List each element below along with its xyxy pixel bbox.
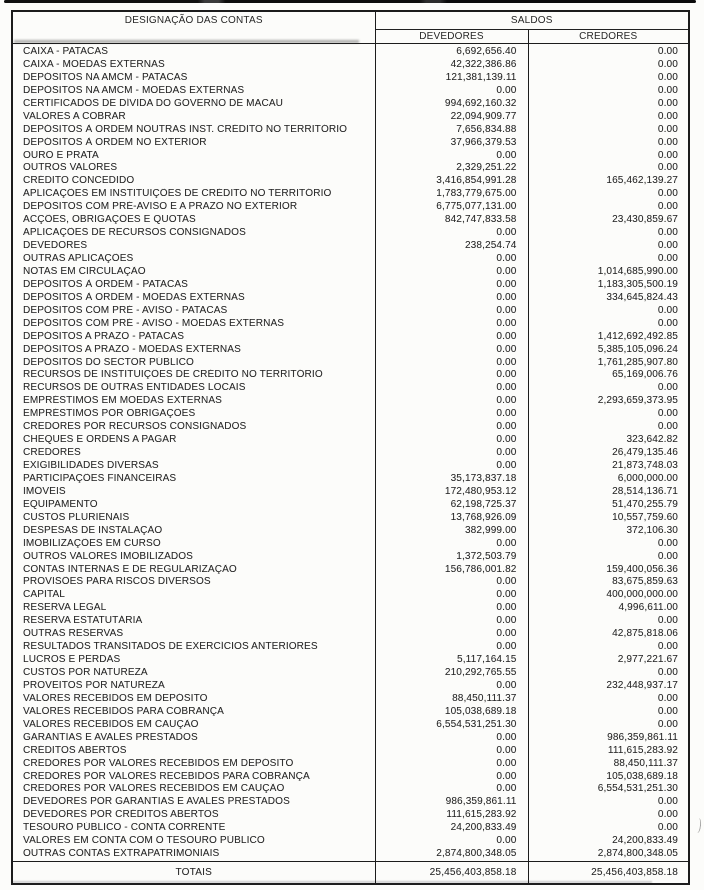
- table-row: [12, 318, 689, 331]
- devedores-value: 0.00: [375, 150, 528, 163]
- credores-value: 0.00: [657, 188, 678, 200]
- account-label: VALORES RECEBIDOS PARA COBRANÇA: [12, 706, 375, 719]
- account-label: DEPÓSITOS COM PRÉ - AVISO - MOEDAS EXTERNAS: [12, 318, 375, 331]
- account-label: CAPITAL: [12, 589, 375, 602]
- devedores-value: 0.00: [375, 641, 528, 654]
- account-label: CREDORES: [12, 447, 375, 460]
- account-label: DEVEDORES POR GARANTIAS E AVALES PRESTADOS: [12, 796, 375, 809]
- table-row: [12, 628, 689, 641]
- credores-value: 0.00: [657, 667, 678, 679]
- table-row: [12, 745, 689, 758]
- table-row: [12, 253, 689, 266]
- credores-value: 21,873,748.03: [612, 460, 678, 472]
- account-label: CREDORES POR VALORES RECEBIDOS EM CAUÇÃO: [12, 783, 375, 796]
- table-row: [12, 680, 689, 693]
- account-label: DEPÓSITOS NA AMCM - PATACAS: [12, 72, 375, 85]
- devedores-value: 0.00: [375, 344, 528, 357]
- credores-value: 159,400,056.36: [606, 563, 678, 575]
- account-label: LUCROS E PERDAS: [12, 654, 375, 667]
- devedores-value: 1,372,503.79: [375, 551, 528, 564]
- account-label: OUTRAS APLICAÇÕES: [12, 253, 375, 266]
- credores-value: 0.00: [657, 421, 678, 433]
- credores-value: 0.00: [657, 136, 678, 148]
- account-label: DESPESAS DE INSTALAÇÃO: [12, 525, 375, 538]
- devedores-value: 0.00: [375, 460, 528, 473]
- devedores-value: 0.00: [375, 783, 528, 796]
- credores-value: 0.00: [657, 537, 678, 549]
- credores-value: 0.00: [657, 58, 678, 70]
- devedores-value: 0.00: [375, 745, 528, 758]
- credores-value: 0.00: [657, 615, 678, 627]
- account-label: DEPÓSITOS À ORDEM NOUTRAS INST. CRÉDITO NO TERRITÓRIO: [12, 124, 375, 137]
- devedores-value: 382,999.00: [375, 525, 528, 538]
- table-row: [12, 434, 689, 447]
- account-label: EQUIPAMENTO: [12, 499, 375, 512]
- credores-value: 0.00: [657, 692, 678, 704]
- credores-value: 105,038,689.18: [606, 770, 678, 782]
- table-row: [12, 98, 689, 111]
- table-row: [12, 408, 689, 421]
- credores-value: 0.00: [657, 550, 678, 562]
- table-row: [12, 201, 689, 214]
- credores-value: 0.00: [657, 97, 678, 109]
- account-label: VALORES A COBRAR: [12, 111, 375, 124]
- credores-value: 0.00: [657, 201, 678, 213]
- devedores-value: 5,117,164.15: [375, 654, 528, 667]
- table-row: [12, 292, 689, 305]
- credores-value: 334,645,824.43: [606, 291, 678, 303]
- account-label: DEPÓSITOS A PRAZO - MOEDAS EXTERNAS: [12, 344, 375, 357]
- account-label: EMPRÉSTIMOS EM MOEDAS EXTERNAS: [12, 395, 375, 408]
- devedores-value: 986,359,861.11: [375, 796, 528, 809]
- account-label: APLICAÇÕES EM INSTITUIÇÕES DE CRÉDITO NO TERRITÓRIO: [12, 188, 375, 201]
- account-label: VALORES RECEBIDOS EM CAUÇÃO: [12, 719, 375, 732]
- table-row: [12, 551, 689, 564]
- devedores-value: 22,094,909.77: [375, 111, 528, 124]
- table-row: [12, 357, 689, 370]
- account-label: IMOBILIZAÇÕES EM CURSO: [12, 538, 375, 551]
- table-row: [12, 72, 689, 85]
- devedores-value: 0.00: [375, 382, 528, 395]
- devedores-value: 121,381,139.11: [375, 72, 528, 85]
- account-label: EXIGIBILIDADES DIVERSAS: [12, 460, 375, 473]
- table-row: [12, 240, 689, 253]
- devedores-value: 0.00: [375, 589, 528, 602]
- account-label: CUSTOS PLURIENAIS: [12, 512, 375, 525]
- credores-value: 88,450,111.37: [613, 757, 678, 769]
- devedores-value: 0.00: [375, 318, 528, 331]
- credores-value: 232,448,937.17: [606, 679, 678, 691]
- table-row: [12, 266, 689, 279]
- table-row: [12, 473, 689, 486]
- devedores-value: 0.00: [375, 628, 528, 641]
- devedores-value: 0.00: [375, 85, 528, 98]
- credores-value: 0.00: [657, 149, 678, 161]
- devedores-value: 6,554,531,251.30: [375, 719, 528, 732]
- account-label: DEVEDORES POR CRÉDITOS ABERTOS: [12, 809, 375, 822]
- devedores-value: 88,450,111.37: [375, 693, 528, 706]
- table-row: [12, 214, 689, 227]
- table-row: [12, 719, 689, 732]
- credores-value: 23,430,859.67: [612, 214, 678, 226]
- table-row: [12, 227, 689, 240]
- account-label: RECURSOS DE INSTITUIÇÕES DE CRÉDITO NO TERRITÓRIO: [12, 369, 375, 382]
- account-label: CREDORES POR VALORES RECEBIDOS PARA COBRANÇA: [12, 771, 375, 784]
- table-row: [12, 538, 689, 551]
- account-label: OURO E PRATA: [12, 150, 375, 163]
- table-row: [12, 137, 689, 150]
- saldos-header: SALDOS: [375, 11, 689, 30]
- account-label: RESERVA ESTATUTÁRIA: [12, 615, 375, 628]
- table-row: [12, 162, 689, 175]
- credores-value: 0.00: [657, 408, 678, 420]
- account-label: CRÉDITOS ABERTOS: [12, 745, 375, 758]
- devedores-value: 0.00: [375, 357, 528, 370]
- devedores-value: 24,200,833.49: [375, 822, 528, 835]
- devedores-value: 842,747,833.58: [375, 214, 528, 227]
- account-label: DEPÓSITOS NA AMCM - MOEDAS EXTERNAS: [12, 85, 375, 98]
- devedores-value: 2,329,251.22: [375, 162, 528, 175]
- credores-value: 0.00: [657, 253, 678, 265]
- account-label: RESULTADOS TRANSITADOS DE EXERCÍCIOS ANTERIORES: [12, 641, 375, 654]
- devedores-value: 0.00: [375, 771, 528, 784]
- credores-value: 5,385,105,096.24: [597, 343, 678, 355]
- table-row: [12, 44, 689, 59]
- credores-value: 28,514,136.71: [612, 485, 678, 497]
- devedores-value: 7,656,834.88: [375, 124, 528, 137]
- devedores-value: 0.00: [375, 602, 528, 615]
- credores-value: 24,200,833.49: [612, 835, 678, 847]
- credores-value: 0.00: [657, 46, 678, 58]
- account-label: OUTRAS CONTAS EXTRAPATRIMONIAIS: [12, 848, 375, 861]
- credores-value: 372,106.30: [626, 524, 678, 536]
- devedores-value: 2,874,800,348.05: [375, 848, 528, 861]
- table-row: [12, 382, 689, 395]
- account-label: DEPÓSITOS À ORDEM - PATACAS: [12, 279, 375, 292]
- table-row: [12, 395, 689, 408]
- devedores-value: 111,615,283.92: [375, 809, 528, 822]
- devedores-value: 0.00: [375, 292, 528, 305]
- credores-value: 1,412,692,492.85: [597, 330, 678, 342]
- devedores-value: 0.00: [375, 758, 528, 771]
- account-label: OUTROS VALORES IMOBILIZADOS: [12, 551, 375, 564]
- table-row: [12, 279, 689, 292]
- table-row: [12, 848, 689, 861]
- account-label: IMÓVEIS: [12, 486, 375, 499]
- devedores-value: 6,775,077,131.00: [375, 201, 528, 214]
- credores-value: 0.00: [657, 718, 678, 730]
- table-row: [12, 641, 689, 654]
- devedores-value: 0.00: [375, 434, 528, 447]
- credores-value: 10,557,759.60: [612, 511, 678, 523]
- account-label: NOTAS EM CIRCULAÇÃO: [12, 266, 375, 279]
- credores-value: 165,462,139.27: [606, 175, 678, 187]
- devedores-value: 13,768,926.09: [375, 512, 528, 525]
- credores-value: 986,359,861.11: [607, 731, 678, 743]
- credores-value: 2,977,221.67: [617, 654, 678, 666]
- table-row: [12, 85, 689, 98]
- credores-column-header: CREDORES: [528, 30, 689, 44]
- account-label: DEVEDORES: [12, 240, 375, 253]
- table-row: [12, 525, 689, 538]
- table-row: [12, 188, 689, 201]
- credores-value: 0.00: [657, 71, 678, 83]
- account-label: PROVISÕES PARA RISCOS DIVERSOS: [12, 576, 375, 589]
- devedores-value: 42,322,386.86: [375, 59, 528, 72]
- totals-row: [12, 862, 689, 885]
- credores-value: 0.00: [657, 240, 678, 252]
- account-label: RESERVA LEGAL: [12, 602, 375, 615]
- account-label: PROVEITOS POR NATUREZA: [12, 680, 375, 693]
- account-label: APLICAÇÕES DE RECURSOS CONSIGNADOS: [12, 227, 375, 240]
- devedores-value: 105,038,689.18: [375, 706, 528, 719]
- devedores-value: 3,416,854,991.28: [375, 175, 528, 188]
- credores-value: 0.00: [657, 227, 678, 239]
- table-row: [12, 150, 689, 163]
- devedores-value: 0.00: [375, 408, 528, 421]
- credores-value: 0.00: [657, 705, 678, 717]
- accounts-table-body: [12, 44, 689, 862]
- account-label: DEPÓSITOS DO SECTOR PÚBLICO: [12, 357, 375, 370]
- table-row: [12, 654, 689, 667]
- devedores-value: 0.00: [375, 421, 528, 434]
- devedores-value: 0.00: [375, 835, 528, 848]
- table-row: [12, 576, 689, 589]
- table-row: [12, 796, 689, 809]
- devedores-value: 0.00: [375, 576, 528, 589]
- devedores-value: 0.00: [375, 305, 528, 318]
- table-row: [12, 331, 689, 344]
- credores-value: 1,183,305,500.19: [597, 278, 678, 290]
- devedores-value: 172,480,953.12: [375, 486, 528, 499]
- credores-value: 0.00: [657, 809, 678, 821]
- table-row: [12, 486, 689, 499]
- account-label: DEPÓSITOS A PRAZO - PATACAS: [12, 331, 375, 344]
- credores-value: 6,000,000.00: [617, 472, 678, 484]
- table-row: [12, 111, 689, 124]
- table-row: [12, 732, 689, 745]
- credores-value: 83,675,859.63: [612, 576, 678, 588]
- credores-value: 111,615,283.92: [607, 744, 678, 756]
- credores-value: 4,996,611.00: [618, 602, 678, 614]
- table-row: [12, 512, 689, 525]
- table-row: [12, 344, 689, 357]
- table-row: [12, 175, 689, 188]
- devedores-value: 0.00: [375, 227, 528, 240]
- designation-header: DESIGNAÇÃO DAS CONTAS: [12, 11, 375, 44]
- account-label: CREDORES POR VALORES RECEBIDOS EM DEPÓSITO: [12, 758, 375, 771]
- account-label: OUTROS VALORES: [12, 162, 375, 175]
- account-label: CAIXA - MOEDAS EXTERNAS: [12, 59, 375, 72]
- devedores-value: 0.00: [375, 538, 528, 551]
- devedores-value: 0.00: [375, 266, 528, 279]
- account-label: CHEQUES E ORDENS A PAGAR: [12, 434, 375, 447]
- table-row: [12, 809, 689, 822]
- credores-value: 0.00: [657, 317, 678, 329]
- credores-value: 1,014,685,990.00: [597, 265, 678, 277]
- devedores-value: 37,966,379.53: [375, 137, 528, 150]
- devedores-value: 0.00: [375, 447, 528, 460]
- account-label: DEPÓSITOS À ORDEM - MOEDAS EXTERNAS: [12, 292, 375, 305]
- credores-value: 0.00: [657, 162, 678, 174]
- devedores-value: 0.00: [375, 253, 528, 266]
- credores-value: 1,761,285,907.80: [597, 356, 678, 368]
- account-label: PARTICIPAÇÕES FINANCEIRAS: [12, 473, 375, 486]
- totals-devedores-value: 25,456,403,858.18: [375, 862, 528, 885]
- account-label: CUSTOS POR NATUREZA: [12, 667, 375, 680]
- credores-value: 2,293,659,373.95: [597, 395, 678, 407]
- devedores-value: 0.00: [375, 615, 528, 628]
- account-label: VALORES RECEBIDOS EM DEPÓSITO: [12, 693, 375, 706]
- credores-value: 0.00: [657, 84, 678, 96]
- devedores-value: 6,692,656.40: [375, 44, 528, 59]
- credores-value: 6,554,531,251.30: [597, 783, 678, 795]
- account-label: TESOURO PÚBLICO - CONTA CORRENTE: [12, 822, 375, 835]
- credores-value: 0.00: [657, 382, 678, 394]
- table-row: [12, 771, 689, 784]
- account-label: DEPÓSITOS À ORDEM NO EXTERIOR: [12, 137, 375, 150]
- table-row: [12, 835, 689, 848]
- devedores-column-header: DEVEDORES: [375, 30, 528, 44]
- credores-value: 0.00: [657, 641, 678, 653]
- account-label: GARANTIAS E AVALES PRESTADOS: [12, 732, 375, 745]
- credores-value: 0.00: [657, 110, 678, 122]
- table-row: [12, 602, 689, 615]
- devedores-value: 156,786,001.82: [375, 564, 528, 577]
- table-row: [12, 667, 689, 680]
- credores-value: 42,875,818.06: [612, 628, 678, 640]
- account-label: CRÉDITO CONCEDIDO: [12, 175, 375, 188]
- devedores-value: 1,783,779,675.00: [375, 188, 528, 201]
- account-label: OUTRAS RESERVAS: [12, 628, 375, 641]
- table-row: [12, 706, 689, 719]
- account-label: ACÇÕES, OBRIGAÇÕES E QUOTAS: [12, 214, 375, 227]
- account-label: CAIXA - PATACAS: [12, 44, 375, 59]
- credores-value: 0.00: [657, 796, 678, 808]
- table-row: [12, 615, 689, 628]
- credores-value: 0.00: [657, 822, 678, 834]
- devedores-value: 0.00: [375, 680, 528, 693]
- devedores-value: 994,692,160.32: [375, 98, 528, 111]
- table-row: [12, 305, 689, 318]
- devedores-value: 62,198,725.37: [375, 499, 528, 512]
- credores-value: 65,169,006.76: [612, 369, 678, 381]
- table-row: [12, 693, 689, 706]
- scan-artifact-right-mark: [694, 818, 702, 834]
- account-label: VALORES EM CONTA COM O TESOURO PÚBLICO: [12, 835, 375, 848]
- account-label: CREDORES POR RECURSOS CONSIGNADOS: [12, 421, 375, 434]
- credores-value: 51,470,255.79: [612, 498, 678, 510]
- devedores-value: 238,254.74: [375, 240, 528, 253]
- credores-value: 2,874,800,348.05: [597, 848, 678, 860]
- table-row: [12, 124, 689, 137]
- devedores-value: 0.00: [375, 732, 528, 745]
- credores-value: 323,642.82: [626, 434, 678, 446]
- devedores-value: 0.00: [375, 279, 528, 292]
- account-label: RECURSOS DE OUTRAS ENTIDADES LOCAIS: [12, 382, 375, 395]
- totals-label: TOTAIS: [12, 862, 375, 885]
- totals-credores-value: 25,456,403,858.18: [591, 867, 678, 879]
- devedores-value: 0.00: [375, 331, 528, 344]
- devedores-value: 210,292,765.55: [375, 667, 528, 680]
- account-label: EMPRÉSTIMOS POR OBRIGAÇÕES: [12, 408, 375, 421]
- account-label: CONTAS INTERNAS E DE REGULARIZAÇÃO: [12, 564, 375, 577]
- account-label: DEPÓSITOS COM PRÉ - AVISO - PATACAS: [12, 305, 375, 318]
- credores-value: 26,479,135.46: [612, 447, 678, 459]
- table-row: [12, 758, 689, 771]
- table-row: [12, 369, 689, 382]
- table-row: [12, 447, 689, 460]
- accounts-balance-table: [11, 10, 690, 885]
- scan-artifact-top-line: [4, 0, 696, 3]
- account-label: DEPÓSITOS COM PRÉ-AVISO E A PRAZO NO EXTERIOR: [12, 201, 375, 214]
- table-row: [12, 783, 689, 796]
- table-row: [12, 564, 689, 577]
- devedores-value: 35,173,837.18: [375, 473, 528, 486]
- table-row: [12, 421, 689, 434]
- table-row: [12, 499, 689, 512]
- credores-value: 0.00: [657, 123, 678, 135]
- table-row: [12, 59, 689, 72]
- credores-value: 400,000,000.00: [606, 589, 678, 601]
- devedores-value: 0.00: [375, 395, 528, 408]
- credores-value: 0.00: [657, 304, 678, 316]
- devedores-value: 0.00: [375, 369, 528, 382]
- account-label: CERTIFICADOS DE DÍVIDA DO GOVERNO DE MACAU: [12, 98, 375, 111]
- table-header: [12, 11, 689, 44]
- table-row: [12, 822, 689, 835]
- table-row: [12, 589, 689, 602]
- table-row: [12, 460, 689, 473]
